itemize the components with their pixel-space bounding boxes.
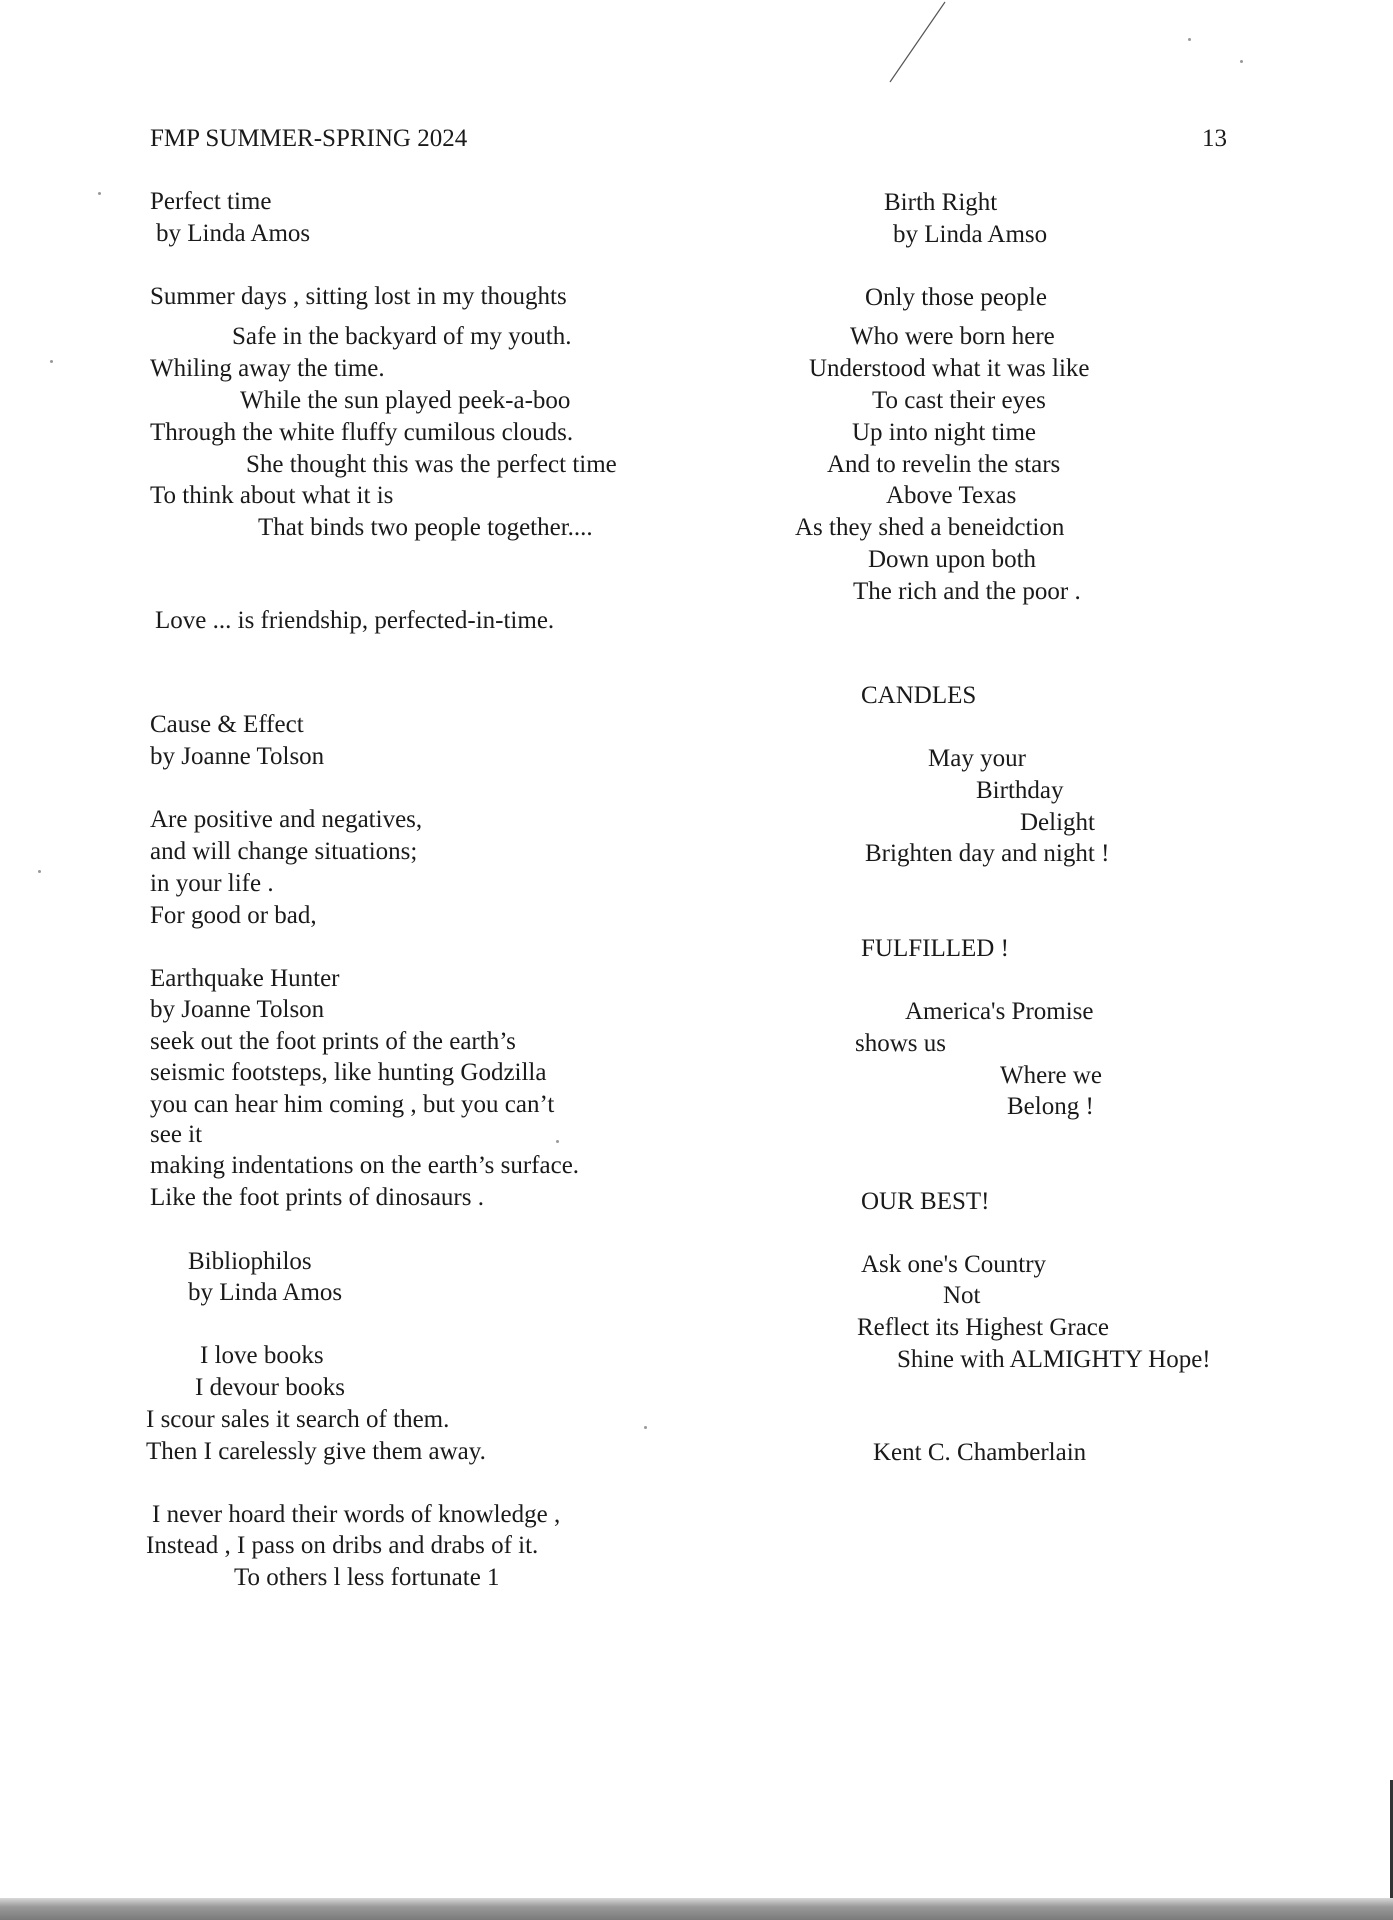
poem-line: Ask one's Country (861, 1251, 1047, 1278)
poem-title: Bibliophilos (188, 1248, 312, 1275)
page-number: 13 (1202, 125, 1227, 152)
poem-title: CANDLES (861, 682, 977, 709)
poem-line: For good or bad, (150, 902, 317, 929)
poem-line: Delight (1020, 809, 1095, 836)
poem-title: Earthquake Hunter (150, 965, 340, 992)
poem-title: OUR BEST! (861, 1188, 990, 1215)
poem-line: To think about what it is (150, 482, 394, 509)
poem-line: Brighten day and night ! (865, 840, 1110, 867)
poem-line: Are positive and negatives, (150, 806, 423, 833)
poem-line: The rich and the poor . (853, 578, 1081, 605)
poem-author: by Joanne Tolson (150, 996, 325, 1023)
speck-icon (556, 1140, 559, 1143)
poem-line: see it (150, 1121, 203, 1148)
poem-line: Safe in the backyard of my youth. (232, 323, 572, 350)
poem-author: by Joanne Tolson (150, 743, 325, 770)
poem-line: Shine with ALMIGHTY Hope! (897, 1346, 1211, 1373)
poem-line: seek out the foot prints of the earth’s (150, 1028, 516, 1055)
poem-author: by Linda Amos (156, 220, 311, 247)
poem-line: seismic footsteps, like hunting Godzilla (150, 1059, 547, 1086)
poem-line: Reflect its Highest Grace (857, 1314, 1109, 1341)
poem-author: by Linda Amos (188, 1279, 343, 1306)
speck-icon (1240, 60, 1243, 63)
poem-line: Only those people (865, 284, 1047, 311)
poem-line: And to revelin the stars (827, 451, 1061, 478)
poem-line: That binds two people together.... (258, 514, 593, 541)
pen-mark-icon (880, 0, 950, 85)
poem-title: FULFILLED ! (861, 935, 1009, 962)
poem-line: To others l less fortunate 1 (234, 1564, 500, 1591)
poem-line: I never hoard their words of knowledge , (152, 1501, 561, 1528)
poem-title: Birth Right (884, 189, 998, 216)
speck-icon (1188, 38, 1191, 41)
poem-line: Birthday (976, 777, 1064, 804)
poem-line: Up into night time (852, 419, 1037, 446)
author-signature: Kent C. Chamberlain (873, 1439, 1087, 1466)
poem-title: Perfect time (150, 188, 272, 215)
poem-line: To cast their eyes (872, 387, 1046, 414)
poem-line: I scour sales it search of them. (146, 1406, 450, 1433)
poem-line: Who were born here (850, 323, 1055, 350)
speck-icon (644, 1426, 647, 1429)
page-header-title: FMP SUMMER-SPRING 2024 (150, 125, 468, 152)
poem-line: Down upon both (868, 546, 1037, 573)
poem-line: in your life . (150, 870, 274, 897)
poem-line: Whiling away the time. (150, 355, 385, 382)
poem-line: While the sun played peek-a-boo (240, 387, 571, 414)
poem-line: Not (943, 1282, 981, 1309)
poem-title: Cause & Effect (150, 711, 304, 738)
speck-icon (38, 870, 41, 873)
speck-icon (50, 360, 53, 363)
poem-line: Through the white fluffy cumilous clouds. (150, 419, 574, 446)
poem-line: Belong ! (1007, 1093, 1094, 1120)
speck-icon (98, 192, 101, 195)
poem-line: Like the foot prints of dinosaurs . (150, 1184, 484, 1211)
poem-line: you can hear him coming , but you can’t (150, 1091, 555, 1118)
poem-line: Where we (1000, 1062, 1103, 1089)
poem-line: shows us (855, 1030, 946, 1057)
poem-line: May your (928, 745, 1026, 772)
poem-line: I love books (200, 1342, 324, 1369)
poem-line: Above Texas (886, 482, 1017, 509)
poem-line: Understood what it was like (809, 355, 1090, 382)
poem-line: making indentations on the earth’s surface. (150, 1152, 580, 1179)
poem-line: America's Promise (905, 998, 1094, 1025)
scan-shadow (0, 1898, 1393, 1920)
poem-line: She thought this was the perfect time (246, 451, 617, 478)
poem-line: and will change situations; (150, 838, 418, 865)
poem-line: Summer days , sitting lost in my thoughts (150, 283, 567, 310)
poem-line: As they shed a beneidction (795, 514, 1065, 541)
poem-author: by Linda Amso (893, 221, 1048, 248)
poem-line: I devour books (195, 1374, 345, 1401)
poem-line: Then I carelessly give them away. (146, 1438, 486, 1465)
poem-line: Love ... is friendship, perfected-in-time. (155, 607, 555, 634)
poem-line: Instead , I pass on dribs and drabs of it. (146, 1532, 539, 1559)
